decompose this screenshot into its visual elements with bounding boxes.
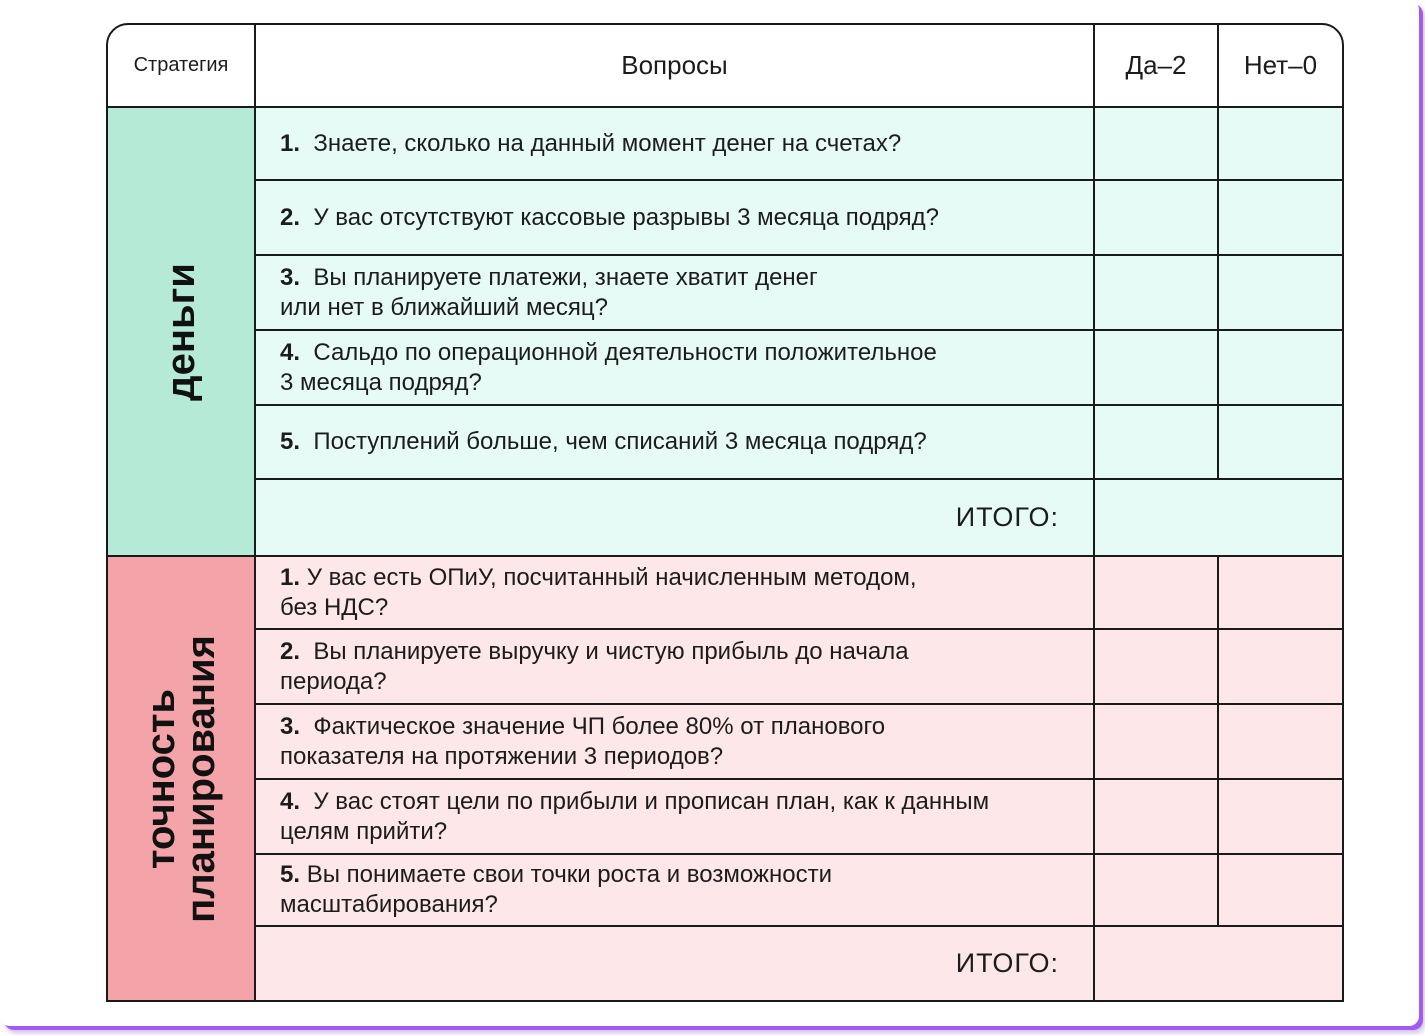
yes-answer-cell[interactable] <box>1093 703 1219 780</box>
total-label: ИТОГО: <box>254 925 1095 1002</box>
question-text: У вас отсутствуют кассовые разрывы 3 месяца подряд? <box>313 203 939 231</box>
question-text: 3. Фактическое значение ЧП более 80% от планового показателя на протяжении 3 периодов? <box>280 712 886 770</box>
total-value-cell[interactable] <box>1093 478 1344 557</box>
question-text: 2. Вы планируете выручку и чистую прибыль до начала периода? <box>280 637 909 695</box>
yes-answer-cell[interactable] <box>1093 106 1219 181</box>
question-row <box>254 703 1095 780</box>
question-number: 4. <box>280 338 301 366</box>
no-answer-cell[interactable] <box>1217 628 1344 705</box>
no-answer-cell[interactable] <box>1217 555 1344 630</box>
yes-answer-cell[interactable] <box>1093 555 1219 630</box>
no-answer-cell[interactable] <box>1217 106 1344 181</box>
question-row <box>254 778 1095 855</box>
yes-answer-cell[interactable] <box>1093 628 1219 705</box>
question-text: 4. У вас стоят цели по прибыли и прописан план, как к данным целям прийти? <box>280 787 990 845</box>
total-label: ИТОГО: <box>254 478 1095 557</box>
no-answer-cell[interactable] <box>1217 404 1344 480</box>
category-money <box>106 106 256 557</box>
question-text: Знаете, сколько на данный момент денег на счетах? <box>313 129 902 157</box>
question-row <box>254 254 1095 331</box>
header-questions: Вопросы <box>254 23 1095 108</box>
yes-answer-cell[interactable] <box>1093 254 1219 331</box>
strategy-table <box>106 23 1344 1002</box>
category-money-label: деньги <box>158 262 203 401</box>
question-row <box>254 329 1095 406</box>
question-number: 3. <box>280 263 301 291</box>
no-answer-cell[interactable] <box>1217 703 1344 780</box>
header-strategy: Стратегия <box>106 23 256 108</box>
no-answer-cell[interactable] <box>1217 778 1344 855</box>
question-row <box>254 555 1095 630</box>
question-number: 5. <box>280 861 301 888</box>
question-number: 2. <box>280 203 301 231</box>
header-no: Нет–0 <box>1217 23 1344 108</box>
yes-answer-cell[interactable] <box>1093 404 1219 480</box>
no-answer-cell[interactable] <box>1217 853 1344 927</box>
header-yes: Да–2 <box>1093 23 1219 108</box>
question-number: 1. <box>280 563 301 591</box>
yes-answer-cell[interactable] <box>1093 179 1219 256</box>
question-number: 5. <box>280 428 301 455</box>
question-number: 2. <box>280 637 301 665</box>
no-answer-cell[interactable] <box>1217 329 1344 406</box>
question-text: 5. Вы понимаете свои точки роста и возможности масштабирования? <box>280 861 832 918</box>
question-row <box>254 106 1095 181</box>
category-planning <box>106 555 256 1002</box>
question-number: 1. <box>280 129 301 157</box>
question-row <box>254 404 1095 480</box>
question-number: 3. <box>280 712 301 740</box>
question-text: Поступлений больше, чем списаний 3 месяца подряд? <box>313 428 927 455</box>
yes-answer-cell[interactable] <box>1093 778 1219 855</box>
question-row <box>254 628 1095 705</box>
total-value-cell[interactable] <box>1093 925 1344 1002</box>
question-text: 4. Сальдо по операционной деятельности положительное 3 месяца подряд? <box>280 338 937 396</box>
yes-answer-cell[interactable] <box>1093 329 1219 406</box>
question-row <box>254 853 1095 927</box>
question-row <box>254 179 1095 256</box>
no-answer-cell[interactable] <box>1217 179 1344 256</box>
question-text: 1. У вас есть ОПиУ, посчитанный начисленным методом, без НДС? <box>280 563 917 621</box>
question-text: 3. Вы планируете платежи, знаете хватит денег или нет в ближайший месяц? <box>280 263 818 321</box>
question-number: 4. <box>280 787 301 815</box>
yes-answer-cell[interactable] <box>1093 853 1219 927</box>
category-planning-label: точность планирования <box>139 634 223 923</box>
no-answer-cell[interactable] <box>1217 254 1344 331</box>
